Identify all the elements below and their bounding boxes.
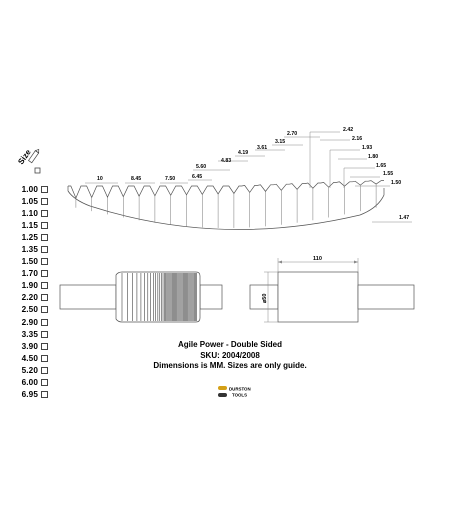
- size-checkbox: [41, 391, 48, 398]
- size-label: 2.90: [21, 317, 38, 327]
- size-row: [14, 316, 48, 328]
- size-label: 1.90: [21, 281, 38, 291]
- size-row: [14, 183, 48, 195]
- profile-bottom-edge: [68, 191, 384, 230]
- dim-right-1: 2.42: [343, 127, 354, 133]
- size-row: [14, 304, 48, 316]
- size-label: 6.00: [21, 378, 38, 388]
- size-checkbox: [41, 306, 48, 313]
- size-label: 1.10: [21, 208, 38, 218]
- size-row: [14, 280, 48, 292]
- size-label: 1.35: [21, 245, 38, 255]
- size-label: 1.00: [21, 184, 38, 194]
- logo-line-2: TOOLS: [232, 392, 248, 398]
- dim-top-3: 7.50: [165, 176, 176, 182]
- dim-top-1: 10: [97, 176, 103, 182]
- size-label: 5.20: [21, 365, 38, 375]
- dim-top-9: 3.15: [275, 139, 286, 145]
- dim-top-4: 6.45: [192, 174, 203, 180]
- dimensioned-side-view: [250, 256, 414, 322]
- size-label: 3.35: [21, 329, 38, 339]
- size-row: [14, 292, 48, 304]
- dim-right-4: 1.80: [368, 154, 379, 160]
- size-row: [14, 243, 48, 255]
- dim-top-8: 3.61: [257, 145, 268, 151]
- right-dimensions: [310, 127, 412, 222]
- size-checkbox: [41, 282, 48, 289]
- size-checkbox: [41, 234, 48, 241]
- size-row: [14, 256, 48, 268]
- size-row: [14, 340, 48, 352]
- size-row: [14, 268, 48, 280]
- size-checkbox: [41, 210, 48, 217]
- size-label: 1.05: [21, 196, 38, 206]
- size-checkbox: [41, 367, 48, 374]
- size-checkbox: [41, 270, 48, 277]
- dim-top-7: 4.19: [238, 150, 249, 156]
- size-checkbox: [41, 294, 48, 301]
- product-title: Agile Power - Double Sided: [177, 340, 282, 349]
- size-label: 1.70: [21, 269, 38, 279]
- size-checkbox: [41, 198, 48, 205]
- dim-right-3: 1.93: [362, 145, 373, 151]
- size-row: [14, 195, 48, 207]
- size-label: 2.20: [21, 293, 38, 303]
- size-header-label: Size: [16, 147, 33, 167]
- dim-right-5: 1.65: [376, 163, 387, 169]
- size-checkbox: [41, 331, 48, 338]
- dim-top-10: 2.70: [287, 131, 298, 137]
- durston-tools-logo: [218, 385, 258, 399]
- size-checkbox: [41, 222, 48, 229]
- size-header-checkbox: [35, 168, 40, 173]
- side-right-shaft: [358, 285, 414, 309]
- size-row: [14, 389, 48, 401]
- size-row: [14, 328, 48, 340]
- size-row: [14, 231, 48, 243]
- size-checkbox: [41, 319, 48, 326]
- size-label: 3.90: [21, 341, 38, 351]
- size-row: [14, 377, 48, 389]
- dim-right-2: 2.16: [352, 136, 363, 142]
- right-shaft: [200, 285, 222, 309]
- size-label: 1.25: [21, 232, 38, 242]
- diameter-dim-label: ⌀50: [262, 293, 268, 303]
- dim-right-7: 1.50: [391, 180, 402, 186]
- ribbed-tool-view: [60, 272, 222, 322]
- length-dim-label: 110: [313, 256, 322, 262]
- size-label: 1.50: [21, 257, 38, 267]
- dim-top-6: 4.83: [221, 158, 232, 164]
- size-row: [14, 364, 48, 376]
- size-row: [14, 207, 48, 219]
- dim-edge: 1.47: [399, 215, 410, 221]
- size-row: [14, 352, 48, 364]
- size-checkbox: [41, 355, 48, 362]
- size-label: 6.95: [21, 390, 38, 400]
- caption: [150, 340, 310, 372]
- dim-right-6: 1.55: [383, 171, 394, 177]
- product-sku: SKU: 2004/2008: [200, 350, 260, 360]
- size-label: 1.15: [21, 220, 38, 230]
- dim-top-2: 8.45: [131, 176, 142, 182]
- left-shaft: [60, 285, 116, 309]
- size-header: [16, 147, 40, 173]
- size-checkbox: [41, 246, 48, 253]
- size-label: 2.50: [21, 305, 38, 315]
- logo-line-1: DURSTON: [229, 386, 251, 392]
- size-list: [14, 183, 48, 401]
- size-checkbox: [41, 186, 48, 193]
- size-label: 4.50: [21, 353, 38, 363]
- size-checkbox: [41, 258, 48, 265]
- dim-top-5: 5.60: [196, 164, 207, 170]
- top-dimensions: [85, 131, 320, 183]
- side-body: [278, 272, 358, 322]
- dimension-note: Dimensions is MM. Sizes are only guide.: [153, 361, 307, 370]
- profile-view: [68, 181, 384, 230]
- size-row: [14, 219, 48, 231]
- size-checkbox: [41, 343, 48, 350]
- size-checkbox: [41, 379, 48, 386]
